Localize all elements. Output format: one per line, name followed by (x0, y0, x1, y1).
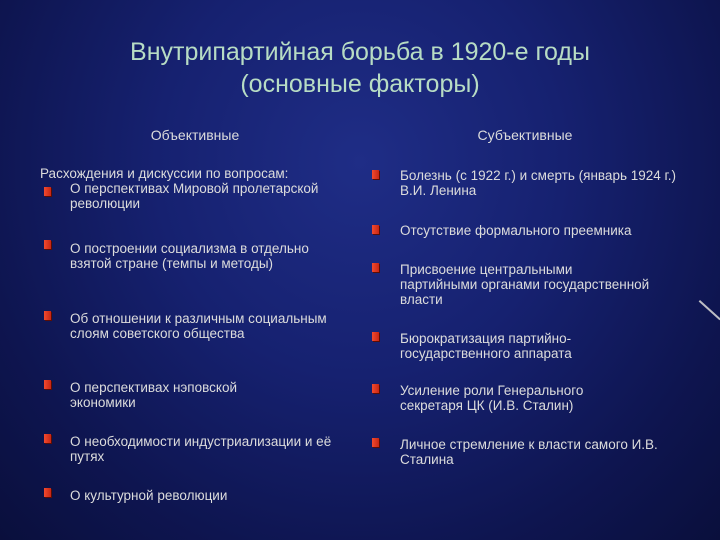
subjective-item-5: Усиление роли Генерального секретаря ЦК (И.В. Сталин) (400, 383, 584, 413)
square-bullet-icon (372, 225, 379, 234)
objective-intro: Расхождения и дискуссии по вопросам: (40, 166, 289, 181)
square-bullet-icon (44, 434, 51, 443)
square-bullet-icon (372, 438, 379, 447)
subjective-item-4: Бюрократизация партийно-государственного аппарата (400, 331, 572, 361)
square-bullet-icon (44, 187, 51, 196)
square-bullet-icon (44, 488, 51, 497)
subjective-item-1: Болезнь (с 1922 г.) и смерть (январь 1924 г.) В.И. Ленина (400, 168, 677, 198)
column-heading-objective: Объективные (150, 127, 240, 143)
slide-title-line-1: Внутрипартийная борьба в 1920-е годы (130, 38, 590, 66)
column-heading-subjective: Субъективные (477, 127, 573, 143)
subjective-item-6: Личное стремление к власти самого И.В. Сталина (400, 437, 658, 467)
objective-item-4: О перспективах нэповской экономики (70, 380, 237, 410)
objective-item-6: О культурной революции (70, 488, 228, 503)
objective-item-3: Об отношении к различным социальным слоям советского общества (70, 311, 327, 341)
square-bullet-icon (44, 311, 51, 320)
decorative-line (699, 300, 720, 320)
subjective-item-2: Отсутствие формального преемника (400, 223, 632, 238)
square-bullet-icon (372, 170, 379, 179)
subjective-item-3: Присвоение центральными партийными органами государственной власти (400, 262, 650, 307)
square-bullet-icon (372, 384, 379, 393)
objective-item-5: О необходимости индустриализации и её путях (70, 434, 332, 464)
square-bullet-icon (44, 240, 51, 249)
square-bullet-icon (372, 263, 379, 272)
square-bullet-icon (44, 380, 51, 389)
slide-title-line-2: (основные факторы) (240, 70, 480, 98)
square-bullet-icon (372, 332, 379, 341)
objective-item-1: О перспективах Мировой пролетарской революции (70, 181, 319, 211)
objective-item-2: О построении социализма в отдельно взятой стране (темпы и методы) (70, 241, 309, 271)
slide-title (60, 36, 660, 100)
